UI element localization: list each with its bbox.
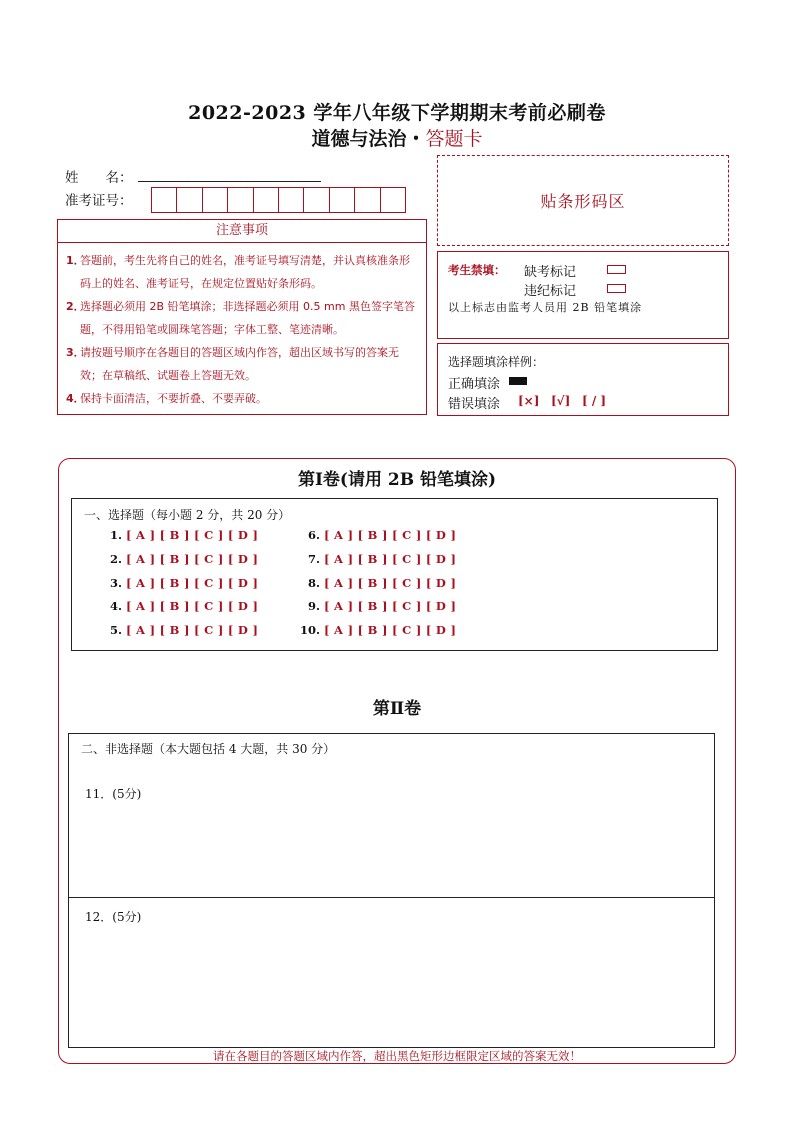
notice-heading: 注意事项 bbox=[57, 219, 427, 243]
exam-id-box[interactable] bbox=[253, 187, 279, 213]
answer-options[interactable]: [ A ] [ B ] [ C ] [ D ] bbox=[126, 599, 259, 613]
notice-text: 保持卡面清洁，不要折叠、不要弄破。 bbox=[80, 392, 267, 405]
wrong-mark: [×] bbox=[518, 394, 540, 408]
notice-text: 请按题号顺序在各题目的答题区域内作答，超出区域书写的答案无效；在草稿纸、试题卷上答题无效。 bbox=[80, 346, 399, 382]
notice-item bbox=[66, 341, 418, 387]
exam-id-box[interactable] bbox=[329, 187, 355, 213]
notice-box bbox=[57, 242, 427, 415]
title-separator: ・ bbox=[406, 128, 426, 150]
answer-options[interactable]: [ A ] [ B ] [ C ] [ D ] bbox=[324, 576, 457, 590]
exam-id-box[interactable] bbox=[354, 187, 380, 213]
question-11-label: 11．(5分) bbox=[85, 787, 142, 801]
question-number: 1. bbox=[109, 528, 122, 542]
question-number: 8. bbox=[307, 576, 320, 590]
forbid-label: 考生禁填： bbox=[448, 263, 506, 277]
barcode-area bbox=[437, 155, 729, 246]
question-number: 5. bbox=[109, 623, 122, 637]
mc-question[interactable] bbox=[102, 623, 258, 637]
name-label: 姓 名： bbox=[65, 170, 133, 186]
answer-options[interactable]: [ A ] [ B ] [ C ] [ D ] bbox=[126, 623, 259, 637]
mc-question[interactable] bbox=[102, 552, 258, 566]
notice-item bbox=[66, 387, 418, 410]
mc-section-label: 一、选择题（每小题 2 分，共 20 分） bbox=[84, 508, 291, 522]
question-12-label: 12．(5分) bbox=[85, 910, 142, 924]
correct-fill-label: 正确填涂 bbox=[448, 377, 501, 392]
question-number: 10. bbox=[299, 623, 320, 637]
question-number: 2. bbox=[109, 552, 122, 566]
answer-options[interactable]: [ A ] [ B ] [ C ] [ D ] bbox=[324, 552, 457, 566]
wrong-fill-label: 错误填涂 bbox=[448, 397, 501, 412]
multiple-choice-box bbox=[71, 498, 718, 651]
correct-fill-mark bbox=[509, 377, 527, 385]
question-number: 4. bbox=[109, 599, 122, 613]
answer-options[interactable]: [ A ] [ B ] [ C ] [ D ] bbox=[324, 528, 457, 542]
question-number: 9. bbox=[307, 599, 320, 613]
subject-name: 道德与法治 bbox=[311, 128, 407, 150]
mc-question[interactable] bbox=[102, 528, 258, 542]
question-number: 3. bbox=[109, 576, 122, 590]
absent-mark-box[interactable] bbox=[607, 265, 626, 274]
exam-id-box[interactable] bbox=[278, 187, 304, 213]
answer-options[interactable]: [ A ] [ B ] [ C ] [ D ] bbox=[324, 623, 457, 637]
sample-heading: 选择题填涂样例： bbox=[448, 355, 545, 369]
answer-options[interactable]: [ A ] [ B ] [ C ] [ D ] bbox=[126, 528, 259, 542]
part1-title: 第Ⅰ卷(请用 2B 铅笔填涂) bbox=[297, 470, 497, 490]
notice-num: 2． bbox=[66, 300, 85, 313]
exam-id-box[interactable] bbox=[176, 187, 202, 213]
name-field[interactable] bbox=[138, 181, 321, 182]
open-section-label: 二、非选择题（本大题包括 4 大题，共 30 分） bbox=[81, 742, 336, 756]
mc-question[interactable] bbox=[102, 599, 258, 613]
card-type: 答题卡 bbox=[425, 128, 483, 150]
fill-sample-box bbox=[437, 343, 729, 416]
exam-id-boxes bbox=[151, 187, 405, 213]
violation-mark-label: 违纪标记 bbox=[524, 284, 577, 299]
mc-question[interactable] bbox=[102, 576, 258, 590]
violation-mark-box[interactable] bbox=[607, 284, 626, 293]
exam-id-label: 准考证号： bbox=[65, 193, 133, 209]
notice-item bbox=[66, 295, 418, 341]
mc-question[interactable] bbox=[294, 576, 456, 590]
forbid-note: 以上标志由监考人员用 2B 铅笔填涂 bbox=[448, 301, 643, 314]
mc-question[interactable] bbox=[294, 599, 456, 613]
mc-question[interactable] bbox=[294, 623, 456, 637]
open-answer-box bbox=[68, 733, 715, 1048]
exam-id-box[interactable] bbox=[380, 187, 406, 213]
barcode-label: 贴条形码区 bbox=[540, 192, 626, 211]
answer-options[interactable]: [ A ] [ B ] [ C ] [ D ] bbox=[126, 576, 259, 590]
question-number: 6. bbox=[307, 528, 320, 542]
mc-question[interactable] bbox=[294, 552, 456, 566]
mc-question[interactable] bbox=[294, 528, 456, 542]
answer-options[interactable]: [ A ] [ B ] [ C ] [ D ] bbox=[126, 552, 259, 566]
wrong-mark: [√] bbox=[551, 394, 571, 408]
answer-options[interactable]: [ A ] [ B ] [ C ] [ D ] bbox=[324, 599, 457, 613]
exam-id-box[interactable] bbox=[151, 187, 177, 213]
question-number: 7. bbox=[307, 552, 320, 566]
notice-text: 选择题必须用 2B 铅笔填涂；非选择题必须用 0.5 mm 黑色签字笔答题，不得用铅笔或圆珠笔答题；字体工整、笔迹清晰。 bbox=[80, 300, 415, 336]
exam-id-box[interactable] bbox=[303, 187, 329, 213]
notice-text: 答题前，考生先将自己的姓名，准考证号填写清楚，并认真核准条形码上的姓名、准考证号，在规定位置贴好条形码。 bbox=[80, 254, 410, 290]
absent-mark-label: 缺考标记 bbox=[524, 265, 577, 280]
question-divider bbox=[69, 897, 714, 898]
notice-item bbox=[66, 249, 418, 295]
notice-num: 4． bbox=[66, 392, 85, 405]
examiner-marks-box bbox=[437, 251, 729, 339]
exam-id-box[interactable] bbox=[202, 187, 228, 213]
wrong-mark: [ / ] bbox=[582, 394, 607, 408]
notice-num: 1． bbox=[66, 254, 85, 267]
part2-title: 第Ⅱ卷 bbox=[372, 699, 422, 719]
card-title: 2022-2023 学年八年级下学期期末考前必刷卷 bbox=[188, 102, 606, 124]
subject-title bbox=[0, 124, 794, 151]
exam-id-box[interactable] bbox=[227, 187, 253, 213]
notice-num: 3． bbox=[66, 346, 85, 359]
footer-warning: 请在各题目的答题区域内作答，超出黑色矩形边框限定区域的答案无效！ bbox=[213, 1049, 581, 1063]
